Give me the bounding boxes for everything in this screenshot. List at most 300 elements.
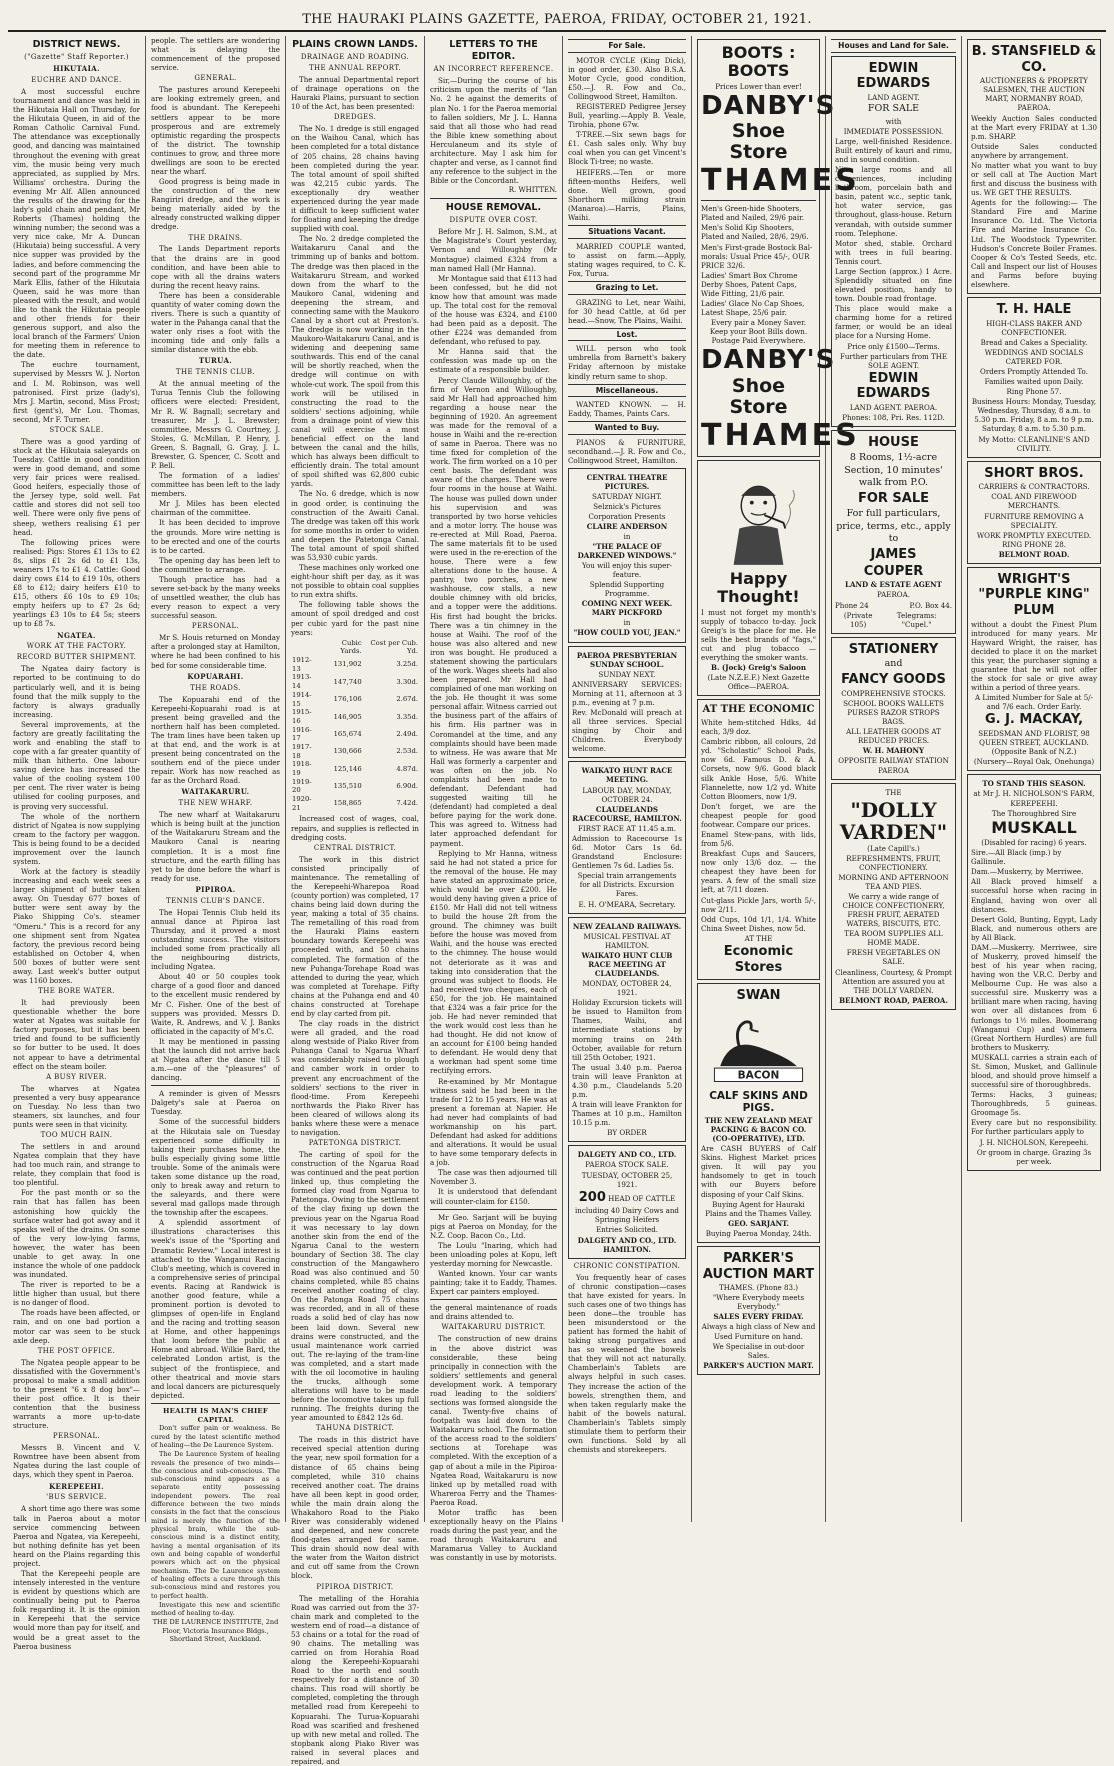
subheading: THE BORE WATER. — [38, 987, 115, 996]
ad-line: Every care but no responsibility. For further particulars apply to — [971, 1118, 1097, 1137]
article-paragraph: The roads have been affected, or rain, and on one bad portion a motor car was seen to be stuck axle deep. — [13, 1308, 140, 1345]
ad-paragraph: Investigate this new and scientific method of healing to-day. — [151, 1600, 280, 1618]
article-paragraph: Some of the successful bidders at the Hikutaia sale on Tuesday experienced some difficulty in taking their purchases home, the bulls especially giving some little trouble. Some of the animals were taken some distance up the road, only to break away and return to the saleyards, and there were several mad gallops made through the township after the escapees. — [151, 1117, 280, 1218]
ad-title: BOOTS : BOOTS — [721, 43, 796, 81]
subheading: DREDGES. — [333, 113, 377, 122]
ad-line: Motor shed, stable. Orchard with trees in full bearing. Tennis court. — [835, 238, 952, 266]
subheading: THE ANNUAL REPORT. — [308, 64, 402, 73]
column-1-district-news — [8, 36, 146, 1651]
ad-line: Rev. McDonald will preach at all three services. Special singing by Choir and Children. Everybody welcome. — [572, 708, 682, 754]
article-paragraph: The carting of spoil for the construction of the Ngarua Road was continued and the peat portion linked up, thus completing the formed clay road from Ngarua to Patetonga. Owing to the settlement of the clay fixing up down the previous year on the Ngarua Road it was necessary to lay down another skin from the end of the Ngarua Canal to the western boundary of Section 38. The clay construction of the Mangawhero Road was also continued and 50 chains completed, while 85 chains received another coating of clay. On the Patonga Road 75 chains was recorded, and in all of these roads a solid bed of clay has now been laid down. Several new drains were constructed, and the usual maintenance work carried out. The re-laying of the tram-line was completed, and a start made with the oil locomotive in hauling the trucks, although some alterations will have to be made before the locomotive takes up full running. The freights during the year amounted to £842 12s 6d. — [291, 1150, 419, 1423]
ad-line: Holiday Excursion tickets will be issued to Hamilton from Thames, Waihi, and intermediate stations by morning trains on 24th October, available for return till 25th October, 1921. — [572, 998, 682, 1062]
cattle-count: 200 — [578, 1189, 606, 1205]
ad-title: JAMES — [870, 547, 917, 563]
ad-line: LAND & ESTATE AGENT — [845, 580, 942, 590]
article-paragraph: The Lands Department reports that the drains are in good condition, and have been able to cope with all the drains waters during the recent heavy rains. — [151, 244, 280, 290]
article-paragraph: Wanted known. Your car wants painting; take it to Eaddy, Thames. Expert car painters employed. — [430, 1269, 557, 1297]
ad-line: Business Hours: Monday, Tuesday, Wednesday, Thursday, 8 a.m. to 5.30 p.m. Friday, 8 a.m. to 9 p.m. Saturday, 8 a.m. to 5.30 p.m. — [971, 397, 1097, 434]
column-5-classifieds — [563, 36, 692, 1522]
ad-line: THE NEW ZEALAND MEAT PACKING & BACON CO. (CO-OPERATIVE), LTD. — [704, 1115, 813, 1144]
swan-bacon-ad — [697, 983, 820, 1243]
ad-line: Orders Promptly Attended To. — [980, 366, 1088, 376]
article-paragraph: Replying to Mr Hanna, witness said he had not stated a price for the removal of the house. He may have stated an approximate price, which would be over £200. He would deny having given a price of £150. Mr Hall did not tell witness to build the house 2ft from the ground. The chimney was built before the house was moved from Waihi, and the house was erected to the chimney. The house would not deteriorate as it was and taking into consideration that the ground was subject to floods. He had received two cheques, each of £50, for the job. He maintained that £324 was a fair price for the job. He had never reminded that the work would cost less than he had thought. He did not know of an account for £100 being handed to defendant. He would deny that a workman had spent some time rectifying errors. — [430, 848, 557, 1076]
table-row: 1917-18 130,666 2.53d. — [292, 742, 418, 760]
article-paragraph: The clay roads in the district were all graded, and the road along westside of Piako River from Puhanga Canal to Ngarua Wharf was considerably raised to plough and camber work in order to prevent any encroachment of the soldiers' sections to the river in flood-time. From Kerepeehi northwards the Piako River has been cleared of willows along its banks where these were a menace to navigation. — [291, 1019, 419, 1137]
ad-line: IMMEDIATE POSSESSION. — [843, 126, 944, 136]
subheading: KOPUARAHI. — [187, 671, 244, 681]
article-paragraph: At the annual meeting of the Turua Tennis Club the following officers were elected: President, Mr R. W. Bagnall; secretary and treasurer, Mr J. L. Brewster; committee, Messrs G. Courtney, J. Stoles, G. McMillan, P. Henry, J. Green, S. Bagnall, G. Gray, J. L. Brewster, G. Spencer, C. Scott and P. Bell. — [151, 379, 280, 471]
ad-line: at Mr J. H. NICHOLSON'S FARM, KEREPEEHI. — [973, 789, 1095, 808]
subheading: PERSONAL. — [191, 622, 240, 631]
hale-baker-ad — [967, 297, 1101, 458]
ad-line: (Nursery—Royal Oak, Onehunga) — [973, 757, 1095, 767]
ad-title: AT THE ECONOMIC — [702, 704, 815, 716]
short-bros-ad — [967, 461, 1101, 564]
smoker-illustration — [701, 467, 816, 567]
ad-line: PAEROA — [878, 766, 909, 776]
ad-line: AUCTIONEERS & PROPERTY SALESMEN, THE AUCTION MART, NORMANBY ROAD, PAEROA. — [980, 76, 1088, 113]
table-row: 1918-19 125,146 4.87d. — [292, 760, 418, 778]
ad-line: HIGH-CLASS BAKER AND CONFECTIONER. — [986, 318, 1082, 337]
divider — [151, 1403, 280, 1404]
ad-line: Phone 24 — [835, 600, 869, 610]
ad-line: E. H. O'MEARA, Secretary. — [578, 899, 676, 909]
subheading: GENERAL. — [194, 74, 237, 83]
ad-line: Always a high class of New and Used Furniture on hand. — [701, 1322, 816, 1341]
subheading: TENNIS CLUB'S DANCE. — [166, 896, 265, 905]
ad-line: A Limited Number for Sale at 5/- and 7/6 each. Order Early. — [974, 693, 1094, 712]
ad-line: COAL AND FIREWOOD MERCHANTS. — [991, 492, 1077, 511]
byline: ("Gazette" Staff Reporter.) — [24, 53, 129, 62]
table-row: 1912-13 131,902 3.25d. — [292, 656, 418, 673]
ad-title: WAIKATO HUNT RACE MEETING. — [581, 766, 673, 785]
ad-line: Cambric ribbon, all colours, 2d yd. "Scholastic" School Pads, now 6d. Famous D. & A. Corsets, now 9/6. Good black silk Ankle Hose, 5/6. White Flannelette, now 1/2 yd. White Cotton Bloomers, now 1/9. — [701, 737, 816, 801]
ad-line: FOR SALE — [867, 102, 920, 114]
ad-line: TEA ROOM SUPPLIES ALL HOME MADE. — [844, 929, 943, 948]
ad-line: Sire.—All Black (imp.) by Gallinule. — [971, 848, 1062, 867]
subheading: WAITAKARURU. — [181, 787, 250, 797]
ad-line: The Thoroughbred Sire — [991, 808, 1077, 818]
ad-title: NEW ZEALAND RAILWAYS. — [572, 921, 682, 931]
ad-line: Every pair a Money Saver. Keep your Boot Bills down. Postage Paid Everywhere. — [709, 318, 808, 346]
subheading: WAITAKARURU DISTRICT. — [441, 1323, 546, 1332]
article-paragraph: A reminder is given of Messrs Dalgety's sale at Paeroa on Tuesday. — [151, 1089, 280, 1117]
ad-title: EDWIN EDWARDS — [856, 370, 931, 402]
ad-line: in — [623, 531, 631, 541]
railways-ad — [568, 917, 686, 1143]
ad-line: A train will leave Frankton for Thames at 10 p.m., Hamilton 10.15 p.m. — [572, 1100, 682, 1128]
subheading: CENTRAL DISTRICT. — [313, 843, 397, 852]
table-row: 1916-17 165,674 2.49d. — [292, 725, 418, 743]
article-paragraph: A most successful euchre tournament and dance was held in the Hikutaia Hall on Thursday, for the Hikutaia Queen, in aid of the Roman Catholic Carnival Fund. The attendance was exceptionally good, and dancing was maintained throughout the evening with great vim, the music being very much appreciated, as supplied by Mrs. Williams' orchestra. During the evening Mr Alf. Allen announced the results of the drawing for the lady's gold chain and pendant, Mr Roberts (Thames) holding the winning number; the second was a very nice cake, Mr A. Duncan (Hikutaia) being successful. A very nice supper was provided by the ladies, and before commencing the second part of the programme Mr Mark Ellis, father of the Hikutaia Queen, said he was more than pleased with the result, and would like to thank the Hikutaia people and other friends for their generous support, and also the local branch of the Farmers' Union for meeting them in reference to the date. — [13, 87, 140, 360]
dredging-table — [291, 639, 419, 813]
classified-ad: MOTOR CYCLE (King Dick), in good order, £30. Also B.S.A. Motor Cycle, good condition, £50.—J. R. Fow and Co., Collingwood Street, Hamilton. — [568, 55, 686, 101]
ad-line: PARKER'S AUCTION MART. — [703, 1360, 814, 1370]
divider — [701, 200, 816, 201]
ad-paragraph: THE DE LAURENCE INSTITUTE, 2nd Floor, Victoria Insurance Bldgs., Shortland Street, Auckland. — [152, 1618, 279, 1644]
purple-king-plum-ad — [967, 567, 1101, 771]
ad-line: BY ORDER — [607, 1128, 647, 1138]
ad-line: (Late N.Z.E.F.) Next Gazette Office—PAEROA. — [707, 673, 810, 692]
ad-title: Economic Stores — [723, 943, 794, 975]
ad-line: Entries Solicited. — [595, 1225, 659, 1235]
ad-line: White hem-stitched Hdks, 4d each, 3/9 doz. — [701, 718, 816, 737]
ad-title: T. H. HALE — [996, 301, 1072, 317]
article-paragraph: The new wharf at Waitakaruru which is being built at the junction of the Waitakaruru Stream and the Maukoro Canal is nearing completion. It is a most fine structure, and the earth filling has yet to be done before the wharf is ready for use. — [151, 810, 280, 883]
ad-title: DALGETY AND CO., LTD. — [577, 1150, 677, 1160]
article-paragraph: The following table shows the amount of spoil dredged and cost per cubic yard for the past nine years: — [291, 600, 419, 637]
ad-line: COMING NEXT WEEK. MARY PICKFORD — [581, 599, 673, 618]
ad-line: in — [623, 618, 631, 628]
section-heading: PLAINS CROWN LANDS. — [292, 39, 418, 50]
ad-line: WORK PROMPTLY EXECUTED. RING PHONE 28. — [976, 530, 1092, 549]
article-paragraph: Before Mr J. H. Salmon, S.M., at the Magistrate's Court yesterday, Vernon and Willoughby (Mr Montague) claimed £324 from a man named Hall (Mr Hanna). — [430, 227, 557, 273]
article-paragraph: people. The settlers are wondering what is delaying the commencement of the proposed service. — [151, 36, 280, 73]
ad-line: No matter what you want to buy or sell call at The Auction Mart first and discuss the business with us. WE GET THE RESULTS. — [971, 160, 1097, 198]
classified-ad: WILL person who took umbrella from Barnett's bakery Friday afternoon by mistake kindly return same to shop. — [568, 344, 686, 381]
subheading: RECORD BUTTER SHIPMENT. — [16, 653, 137, 662]
article-paragraph: Though practice has had a severe set-back by the many weeks of unsettled weather, the club has every reason to expect a very successful season. — [151, 574, 280, 621]
ad-line: Buying Paeroa Monday, 24th. — [705, 1228, 812, 1238]
ad-heading: HEALTH IS MAN'S CHIEF CAPITAL — [162, 1406, 269, 1424]
bacon-logo-text: BACON — [737, 1069, 780, 1082]
subheading: EUCHRE AND DANCE. — [31, 76, 122, 85]
ad-title: FOR SALE — [857, 491, 930, 507]
article-paragraph: Mr Geo. Sarjant will be buying pigs at Paeroa on Monday, for the N.Z. Coop. Bacon Co., Ltd. — [430, 1212, 557, 1240]
ad-line: AT THE — [744, 933, 773, 943]
subheading: THE NEW WHARF. — [178, 799, 253, 808]
subheading: PERSONAL. — [52, 1432, 101, 1441]
greig-saloon-ad — [697, 460, 820, 696]
ad-line: SALES EVERY FRIDAY. — [713, 1312, 804, 1322]
ad-line: Odd Cups, 10d 1/1, 1/4. White China Sweet Dishes, now 5d. — [701, 914, 816, 933]
classified-heading: For Sale. — [568, 39, 686, 53]
ad-title: CENTRAL THEATRE PICTURES. — [586, 473, 668, 492]
columns — [8, 36, 1106, 1766]
classified-heading: Wanted to Buy. — [568, 421, 686, 435]
ad-line: Price only £1500—Terms. — [847, 341, 940, 351]
ad-title: Happy Thought! — [717, 568, 800, 607]
table-row: 1914-15 176,106 2.67d. — [292, 690, 418, 708]
ad-line: SCHOOL BOOKS WALLETS PURSES RAZOR STROPS BAGS. — [843, 698, 944, 726]
table-header — [291, 639, 320, 656]
article-paragraph: Increased cost of wages, coal, repairs, and supplies is reflected in dredging costs. — [291, 814, 419, 842]
article-paragraph: The pastures around Kerepeehi are looking extremely green, and food is abundant. The Kerepeehi settlers appear to be more prosperous and are extremely optimistic regarding the prospects of the district. The township continues to grow, and three more dwellings are soon to be erected near the wharf. — [151, 85, 280, 176]
article-paragraph: The case was then adjourned till November 3. — [430, 1168, 557, 1187]
ad-line: Prices Lower than ever! — [715, 81, 802, 91]
article-paragraph: You frequently hear of cases of chronic constipation—cases that have existed for years. In such cases one of two things has been done—the trouble has been misunderstood or the patient has formed the habit of taking strong purgatives and has so weakened the bowels that they will not act naturally. Chamberlain's Tablets are always helpful in such cases. They increase the action of the bowels, strengthen them, and when taken regularly make the habit of the bowels natural. Chamberlain's Tablets simply stimulate them to perform their own functions. Sold by all chemists and storekeepers. — [568, 1272, 686, 1455]
article-paragraph: A short time ago there was some talk in Paeroa about a motor service commencing between Paeroa and Ngatea, via Kerepeehi, but nothing definite has yet been heard on the Plains regarding this project. — [13, 1504, 140, 1568]
article-paragraph: The euchre tournament, supervised by Messrs W. J. Norton and I. M. Robinson, was well patronised. First prize (lady's), Mrs J. Martin, second, Miss Frost; first (gent's), Mr Lou. Thomas, second, Mr F. Turner. — [13, 360, 140, 424]
ad-line: (Disabled for racing) 6 years. — [981, 838, 1087, 848]
article-paragraph: It is understood that defendant will counter-claim for £150. — [430, 1187, 557, 1206]
article-paragraph: The construction of new drains in the above district was considerable, these being principally in connection with the soldiers' settlements and general development work. A temporary road leading to the soldiers' sections was formed alongside the canal. Twenty-five chains of footpath was laid down to the Waitakaruru school. The formation of the access road to the soldiers' sections at Torehape was completed. With the exception of a gap of about a mile in the Pipiroa-Ngatea Road, Waitakaruru is now linked up by metalled road with Whareroa Ferry and the Thames-Paeroa Road. — [430, 1334, 557, 1507]
ad-line: Men's Green-hide Shooters, Plated and Nailed, 29/6 pair. — [701, 204, 805, 223]
ad-line: SUNDAY NEXT. — [598, 669, 656, 679]
ad-line: Are CASH BUYERS of Calf Skins. Highest Market prices given. It will pay you handsomely to get in touch with our Buyers before disposing of your Calf Skins. — [701, 1144, 816, 1199]
ad-line: Ladies' Smart Box Chrome Derby Shoes, Patent Caps, Wide Fitting, 21/6 pair. — [701, 270, 798, 298]
ad-line: SEEDSMAN AND FLORIST, 98 QUEEN STREET, AUCKLAND. (Opposite Bank of N.Z.) — [978, 729, 1090, 757]
divider — [430, 1299, 557, 1300]
article-paragraph: The metalling of the Horahia Road was carried out from the 37-chain mark and completed to the western end of road—a distance of 53 chains or a total for the road of 90 chains. The metalling was carried on from Horahia Road along the Kerepeehi-Kopuarahi Road to the north end south respectively for a distance of 30 chains. This road will shortly be completed, completing the through metalled road from Kerepeehi to Kopuarahi. The Turua-Kopuarahi Road was scarified and freshened up with new metal and rolled. The stopbank along Piako River was raised in several places and repaired, and — [291, 1593, 419, 1766]
classified-ad: WANTED KNOWN. — H. Eaddy, Thames, Paints Cars. — [568, 400, 686, 419]
ad-title: HOUSE — [868, 435, 919, 451]
ad-line: Men's Solid Kip Shooters, Plated and Nailed, 28/6, 29/6. — [701, 223, 809, 242]
ad-title: SWAN — [736, 988, 781, 1004]
ad-line: This place would make a charming home for a retired farmer, or would be an ideal place for a Nursing Home. — [835, 304, 952, 341]
ad-title: G. J. MACKAY, — [984, 712, 1084, 728]
ad-line: Buying Agent for Hauraki Plains and the Thames Valley. — [705, 1199, 812, 1218]
ad-line: "HOW COULD YOU, JEAN." — [573, 628, 681, 638]
ad-line: I must not forget my month's supply of tobacco to-day. Jock Greig's is the place for me. He sells the best brands of "fags," cut and plug tobacco — everything the smoker wants. — [701, 607, 816, 662]
table-row: 1920-21 158,865 7.42d. — [292, 795, 418, 812]
article-paragraph: The whole of the northern district of Ngatea is now supplying cream to the factory per waggon. This is being found to be a decided improvement over the launch system. — [13, 811, 140, 866]
ad-paragraph: The De Laurence System of healing reveals the presence of two minds—the conscious and sub-conscious. The sub-conscious mind appears as a separate entity possessing independent powers. The real difference between the two minds consists in the fact that the conscious mind is merely the function of the physical brain, while the sub-conscious mind is a distinct entity, having a mental organisation of its own and being capable of wonderful powers which act on the physical mechanism. The De Laurence system of healing effects a cure through this sub-conscious mind and restores you to perfect health. — [151, 1450, 280, 1600]
ad-line: THAMES. (Phone 83.) — [718, 1283, 799, 1293]
dolly-varden-ad — [831, 783, 956, 1009]
table-row: 1919-20 135,510 6.90d. — [292, 777, 418, 795]
ad-line: DAM.—Muskerry. Merriwee, sire of Muskerry, proved himself the best of his year when racing, having won the V.R.C. Derby and Melbourne Cup. He was also a successful sire. Muskerry was a brilliant mare when racing, having won over all distances from 6 furlongs to 1½ miles. Boomerang (Wanganui Cup) and Wimmera (Great Northern Hurdles) are full brothers to Muskerry. — [971, 942, 1097, 1052]
article-paragraph: A splendid assortment of illustrations characterises this week's issue of the "Sporting and Dramatic Review." Local interest is attached to the Wanganui Racing Club's meeting, which is covered in a comprehensive series of principal events. Racing at Randwick is another good feature, while a prominent portion is devoted to glimpses of open-life in England and the racing and trotting season at Home, and other happenings that loom before the public at Home and abroad. Wilkie Bard, the celebrated London artist, is the subject of the frontispiece, and other theatrical and movie stars and local dancers are picturesquely depicted. — [151, 1218, 280, 1400]
ad-line: My Motto: CLEANLINE'S AND CIVILITY. — [978, 434, 1090, 453]
ad-line: Families waited upon Daily. — [984, 377, 1084, 387]
article-paragraph: The work in this district consisted principally of maintenance. The remetalling of the Kerepeehi-Wharepoa Road (county portion) was completed, 17 chains being laid down during the year, making a total of 35 chains. The remetalling of this road from the Hauraki Plains eastern boundary towards Kerepeehi was proceeded with, and 50 chains completed. The formation of the new Puhanga-Torehape Road was attended to during the year, which was completed at Torehape. Fifty chains at the Puhanga end and 40 chains constructed at Torehape end by clay carted from pit. — [291, 854, 419, 1018]
subheading: DISPUTE OVER COST. — [449, 216, 538, 225]
table-header: Cost per Cub. Yd. — [370, 638, 418, 656]
ad-line: For full particulars, price, terms, etc., apply to — [836, 507, 951, 545]
ad-line: J. H. NICHOLSON, Kerepeehi. — [979, 1137, 1089, 1147]
subheading: DRAINAGE AND ROADING. — [300, 53, 410, 62]
ad-line: B. (Jock) Greig's Saloon — [710, 663, 807, 673]
ad-line: and — [884, 658, 903, 670]
ad-title: SHORT BROS. — [984, 465, 1084, 481]
ad-paragraph: Don't suffer pain or weakness. Be cured by the latest scientific method of healing—the De Laurence System. — [151, 1424, 280, 1449]
ad-line: with — [885, 116, 902, 126]
ad-line: COMPREHENSIVE STOCKS. — [841, 688, 946, 698]
ad-line: Ladies' Glace No Cap Shoes, Latest Shape, 25/6 pair. — [701, 299, 805, 318]
article-paragraph: Good progress is being made in the construction of the new Rangiriri dredge, and the work is being materially aided by the already constructed walking dipper dredge. — [151, 177, 280, 232]
subheading: NGATEA. — [57, 630, 96, 640]
article-paragraph: It had previously been questionable whether the bore water at Ngatea was suitable for factory purposes, but it has been tried and found to be sufficiently so for butter to be used. It does not appear to have a detrimental effect on the steam boiler. — [13, 998, 140, 1071]
edwin-edwards-ad — [831, 56, 956, 428]
subheading: PIPIROA DISTRICT. — [316, 1582, 394, 1591]
ad-line: Terms: Hacks, 3 guineas; Thoroughbreds, 5 guineas. Groomage 5s. — [971, 1090, 1097, 1118]
article-paragraph: Mr S. Houis returned on Monday after a prolonged stay at Hamilton, where he had been confined to his bed for some considerable time. — [151, 633, 280, 670]
classified-ad: GRAZING to Let, near Waihi, for 30 head Cattle, at 6d per head.—Snow, The Plains, Waihi. — [568, 297, 686, 325]
classified-heading: Lost. — [568, 328, 686, 342]
divider — [430, 198, 557, 199]
classified-ad: REGISTERED Pedigree Jersey Bull, yearling.—Apply B. Veale, Tirohia, phone 67w. — [568, 101, 686, 130]
ad-line: "Where Everybody meets Everybody." — [712, 1293, 805, 1312]
article-paragraph: These machines only worked one eight-hour shift per day, as it was not possible to obtain coal supplies to run extra shifts. — [291, 563, 419, 600]
ad-line: "THE PALACE OF DARKENED WINDOWS." — [577, 541, 677, 560]
classified-heading: Houses and Land for Sale. — [831, 39, 956, 53]
ad-line: FIRST RACE AT 11.45 a.m. — [578, 823, 676, 833]
ad-line: LABOUR DAY, MONDAY, OCTOBER 24. — [582, 785, 672, 804]
ad-line: Enamel Stew-pans, with lids, from 5/6. — [701, 830, 816, 849]
article-paragraph: The formation of a ladies' committee has been left to the lady members. — [151, 471, 280, 499]
column-7-ads — [826, 36, 962, 1522]
article-paragraph: The roads in this district have received special attention during the year, new spoil formation for a distance of 65 chains being completed, while 310 chains received another coat. The drains have all been kept in good order, while the main drain along the Whakahoro Road to the Piako River was considerably widened and deepened, and new concrete flood-gates arranged for same. This drain should now deal with the water from the Waiton district and cut off same from the Crown block. — [291, 1435, 419, 1581]
ad-line: Don't forget, we are the cheapest people for good footwear. Compare our prices. — [701, 801, 816, 829]
classified-ad: T-TREE.—Six sewn bags for £1. Cash sales only. Why buy coal when you can get Vincent's Block Ti-tree; no waste. — [568, 130, 686, 167]
table-row: 1913-14 147,740 3.30d. — [292, 673, 418, 691]
ad-line: You will enjoy this super-feature. — [581, 560, 673, 579]
ad-line: The usual 3.40 p.m. Paeroa train will leave Frankton at 4.30 p.m., Claudelands 5.20 p.m. — [572, 1062, 682, 1099]
ad-line: Dam.—Muskerry, by Merriwee. — [971, 867, 1084, 877]
ad-title: STATIONERY — [848, 641, 939, 657]
ad-line: Further particulars from THE SOLE AGENT. — [839, 351, 948, 370]
subheading: TURUA. — [198, 356, 233, 366]
ad-line: ALL LEATHER GOODS AT REDUCED PRICES. — [846, 727, 941, 746]
ad-line: We carry a wide range of CHOICE CONFECTIONERY, FRESH FRUIT, AERATED WATERS, BISCUITS, ETC. — [842, 891, 945, 929]
article-paragraph: The No. 1 dredge is still engaged on the Waihou Canal, which has been completed for a total distance of 205 chains, 28 chains having been completed during the year. The total amount of spoil shifted was 42,215 cubic yards. The exceptionally dry weather experienced during the year made it difficult to keep sufficient water for floating and keeping the dredge supplied with coal. — [291, 124, 420, 234]
article-paragraph: The opening day has been left to the committee to arrange. — [151, 555, 280, 574]
ad-line: Cleanliness, Courtesy, & Prompt Attention are assured you at THE DOLLY VARDEN. — [835, 967, 952, 995]
ad-line: ANNIVERSARY SERVICES: Morning at 11, afternoon at 3 p.m., evening at 7 p.m. — [572, 679, 682, 707]
column-3-crown-lands — [286, 36, 425, 1766]
classified-heading: Miscellaneous. — [568, 384, 686, 398]
ad-line: Telegrams: "Cupel." — [896, 610, 937, 629]
article-paragraph: The Kopuarahi end of the Kerepeehi-Kopuarahi road is at present being gravelled and the northern half has been completed. The tram lines have been taken up at that end, and the work is at present being concentrated on the southern end of the piece under repair. Work has now reached as far as the Orchard Road. — [151, 694, 280, 786]
ad-title: DANBY'S — [701, 90, 836, 121]
subheading: TOO MUCH RAIN. — [40, 1131, 113, 1140]
article-paragraph: Re-examined by Mr Montague witness said he had been in the trade for 12 to 15 years. He was at present a foreman at Napier. He had never had complaints of bad workmanship on his part. Defendant had asked for additions and alterations. It would be usual to have some temporary defects in a job. — [430, 1076, 557, 1168]
ad-line: (Late Capill's.) — [867, 843, 920, 853]
article-paragraph: That the Kerepeehi people are intensely interested in the venture is evident by questions which are continually being put to Paeroa folk regarding it. It is the opinion in Kerepeehi that the service would more than pay for itself, and would be a great asset to the Paeroa business — [13, 1568, 140, 1651]
ad-line: REFRESHMENTS, FRUIT, CONFECTIONERY. — [846, 853, 941, 872]
ad-line: WEDDINGS AND SOCIALS CATERED FOR. — [984, 347, 1084, 366]
ad-line: including 40 Dairy Cows and Springing Heifers — [575, 1206, 679, 1225]
ad-line: Admission to Racecourse 1s 6d. Motor Cars 1s 6d. Grandstand Enclosure: Gentlemen 7s 6d. Ladies 5s. — [572, 833, 682, 871]
ad-line: MONDAY, OCTOBER 24, 1921. — [582, 979, 672, 998]
ad-title: COUPER — [863, 563, 924, 579]
ad-line: FURNITURE REMOVING A SPECIALITY. — [984, 511, 1084, 530]
ad-line: PAEROA. — [877, 590, 910, 600]
article-paragraph: Mr Hanna said that the confession was made up on the estimate of a responsible builder. — [430, 347, 557, 375]
ad-line: Weekly Auction Sales conducted at the Mart every FRIDAY at 1.30 p.m. SHARP. — [971, 113, 1097, 141]
swan-bacon-logo — [701, 1006, 816, 1088]
divider — [151, 1085, 280, 1086]
section-heading: HOUSE REMOVAL. — [445, 202, 542, 214]
article-paragraph: Messrs B. Vincent and V. Rowntree have been absent from Ngatea during the last couple of days, which they spent in Paeroa. — [13, 1443, 140, 1480]
ad-line: MUSKALL carries a strain each of St. Simon, Musket, and Gallinule blood, and should prove himself a successful sire of thoroughbreds. — [971, 1052, 1097, 1090]
masthead: THE HAURAKI PLAINS GAZETTE, PAEROA, FRIDAY, OCTOBER 21, 1921. — [8, 8, 1106, 32]
section-heading: LETTERS TO THE EDITOR. — [449, 39, 538, 63]
danbys-ad — [697, 39, 860, 457]
ad-title: Shoe Store — [729, 375, 788, 418]
ad-line: TUESDAY, OCTOBER 25, 1921. — [581, 1170, 673, 1189]
ad-line: Phones: 108, Pri. Res. 112D. — [842, 413, 945, 423]
subheading: STOCK SALE. — [49, 425, 104, 434]
ad-line: MORNING AND AFTERNOON TEA AND PIES. — [838, 872, 949, 891]
article-paragraph: The wharves at Ngatea presented a very busy appearance on Tuesday. No less than two steamers, six launches, and four punts were seen in that vicinity. — [13, 1083, 140, 1129]
article-paragraph: Several improvements, at the factory are greatly facilitating the work and enabling the staff to cope with a far greater quantity of milk than hitherto. One labour-saving device has increased the value of the cooling system 100 per cent. The river water is being utilised for cooling purposes, and is proving very successful. — [13, 719, 140, 811]
muskall-stud-ad — [967, 774, 1101, 1170]
ad-line: SATURDAY NIGHT. — [592, 492, 662, 502]
church-ad — [568, 646, 686, 759]
ad-title: PAEROA PRESBYTERIAN SUNDAY SCHOOL. — [576, 650, 678, 669]
subheading: TAHUNA DISTRICT. — [315, 1424, 395, 1433]
letter-signature: R. WHITTEN. — [508, 186, 557, 195]
classified-ad: PIANOS & FURNITURE, secondhand.—J. R. Fow and Co., Collingwood Street, Hamilton. — [568, 437, 686, 466]
divider — [430, 1209, 557, 1210]
ad-title: THAMES — [701, 417, 860, 453]
ad-line: CARRIERS & CONTRACTORS. — [978, 482, 1090, 492]
article-paragraph: Percy Claude Willoughby, of the firm of Vernon and Willoughby, said Mr Hall had approached him regarding a house near the beginning of 1920. An agreement was made for the removal of a house in Waihi and the re-erection of same in Paeroa. There was no time fixed for completion of the work. The firm worked on a 10 per cent basis. The defendant was aware of the charges. There were four rooms in the house at Waihi. The house was pulled down under his supervision and was transported by two horse vehicles and a motor lorry. The house was re-erected at Mill Road, Paeroa. The same materials fit to be used were used in the re-erection of the house. There were a few alterations done to the house. A pantry, two porches, a new washhouse, cow stalls, a new double chimney with old bricks, and a topper were the additions. His first had bought the bricks. There was a tin chimney in the house at Waihi. The roof of the house was also altered and new iron was bought. He produced a statement showing the particulars of the work. Wages sheets had also been prepared. Mr Hall had complained of one man working on the job. He thought it was some personal affair. Witness carried out the business part of the affairs of his firm. His partner was in Coromandel at the time, and any complaints should have been made to witness. He was aware that Mr Hall was formerly a carpenter and was often on the job. No complaints had been made to defendant. Defendant had suggested waiting till he (defendant) had completed a deal before paying for the work done. This was agreed to. Witness had later approached defendant for payment. — [430, 375, 557, 848]
ad-line: Ring Phone 57. — [1006, 387, 1062, 397]
ad-line: Large, well-finished Residence. Built entirely of kauri and rimu, and in sound condition. — [835, 136, 952, 164]
subheading: PIPIROA. — [195, 884, 236, 894]
ad-line: Large Section (approx.) 1 Acre. Splendidly situated on fine elevated position, handy to town. Double road frontage. — [835, 266, 952, 304]
classified-heading: Situations Vacant. — [568, 225, 686, 239]
ad-line: without a doubt the Finest Plum introduced for many years. Mr Hayward Wright, the raiser, has decided to place it on the market this year, the purchaser signing a guarantee that he will not offer the stock for sale or give away within a period of three years. — [971, 619, 1097, 693]
ad-line: Cut-glass Pickle Jars, worth 5/-, now 2/11. — [701, 895, 816, 914]
article-paragraph: Work at the factory is steadily increasing and each week sees a larger shipment of butter taken away. On Tuesday 677 boxes of butter were sent away by the Piako Shipping Co's. steamer "Omeru." This is a record for any one shipment sent from Ngatea factory, the previous record being established on October 4, when 500 boxes of butter were sent away. Last week's butter output was 1160 boxes. — [13, 867, 140, 986]
subheading: THE DRAINS. — [188, 233, 243, 242]
ad-title: MUSKALL — [991, 817, 1077, 837]
subheading: PATETONGA DISTRICT. — [308, 1139, 402, 1148]
stock-sale-ad — [568, 1145, 686, 1258]
article-paragraph: There has been a considerable quantity of water coming down the rivers. There is such a quantity of water in the Pahanga canal that the water only rises a foot with the incoming tide and only falls a similar distance with the ebb. — [151, 290, 280, 355]
article-paragraph: Mr J. Miles has been elected chairman of the committee. — [151, 499, 280, 518]
article-paragraph: Motor traffic has been exceptionally heavy on the Plains roads during the past year, and the road through Waitakaruru and Maramarua Valley to Auckland was constantly in use by motorists. — [430, 1507, 557, 1563]
article-paragraph: The No. 6 dredge, which is now in good order, is continuing the construction of the Awaiti Canal. The dredge was taken off this work for some months in order to widen and deepen the Patetonga Canal. The total amount of spoil shifted was 53,930 cubic yards. — [291, 489, 419, 562]
ad-line: CLAUDELANDS RACECOURSE, HAMILTON. — [572, 804, 682, 823]
article-paragraph: The Loulu "Inaring, which had been unloading poles at Kopu, left yesterday morning for Newcastle. — [430, 1240, 557, 1269]
ad-line: FRESH VEGETABLES ON SALE. — [846, 948, 941, 967]
article-paragraph: It may be mentioned in passing that the launch did not arrive back at Ngatea after the dance till 5 a.m.—one of the "pleasures" of dancing. — [151, 1036, 280, 1083]
ad-line: DALGETY AND CO., LTD. HAMILTON. — [577, 1235, 677, 1254]
ad-title: "DOLLY VARDEN" — [839, 797, 948, 844]
ad-line: We Specialise in out-door Sales. — [712, 1341, 805, 1360]
ad-line: WAIKATO HUNT CLUB RACE MEETING AT CLAUDELANDS. — [581, 950, 673, 978]
article-paragraph: About 40 or 50 couples took charge of a good floor and danced to the excellent music rendered by Mr C. Fisher. One of the best of suppers was provided. Messrs D. Waite, R. Andrews, and V. J. Banks officiated in the capacity of M's.C. — [151, 972, 280, 1036]
ad-line: All Black proved himself a successful horse when racing in England, having won over all distances. — [971, 877, 1097, 914]
section-heading: DISTRICT NEWS. — [32, 39, 121, 50]
ad-title: Shoe Store — [729, 120, 788, 164]
subheading: A BUSY RIVER. — [46, 1072, 107, 1081]
ad-line: TO STAND THIS SEASON. — [982, 779, 1086, 789]
ad-line: HEAD OF CATTLE — [608, 1193, 676, 1203]
ad-title: B. STANSFIELD & CO. — [971, 44, 1097, 75]
ad-line: P.O. Box 44. — [909, 600, 952, 610]
ad-line: Desert Gold, Bunting, Egypt, Lady Black, and numerous others are by All Black. — [971, 914, 1097, 942]
ad-title: CALF SKINS AND PIGS. — [709, 1089, 808, 1115]
mahony-stationery-ad — [831, 637, 956, 781]
ad-line: Or groom in charge. Grazing 3s per week. — [976, 1147, 1092, 1166]
ad-title: PARKER'S AUCTION MART — [702, 1250, 815, 1282]
ad-line: GEO. SARJANT. — [728, 1218, 789, 1228]
ad-line: BELMONT ROAD, PAEROA. — [839, 995, 948, 1005]
ad-line: LAND AGENT. PAEROA. — [849, 402, 938, 412]
article-paragraph: It has been decided to improve the grounds. More wire netting is to be erected and one of the courts is to be carted. — [151, 518, 280, 555]
article-paragraph: Mr Montague said that £113 had been confessed, but he did not know how that amount was made up. The total cost for the removal of the house was £324, and £100 had been paid as a deposit. The other £224 was demanded from defendant, who refused to pay. — [430, 273, 557, 347]
article-paragraph: For the past month or so the rain that has fallen has been astonishing how quickly the surface water had got away and it speaks well of the drains. On some of the very low-lying farms, however, the water has been unable to get away. In one instance the whole of one paddock was inundated. — [13, 1188, 140, 1280]
ad-line: PAEROA STOCK SALE. — [585, 1160, 669, 1170]
james-couper-ad — [831, 430, 956, 634]
ad-title: FANCY GOODS — [841, 672, 946, 688]
article-paragraph: The river is reported to be a little higher than usual, but there is no danger of flood. — [13, 1280, 140, 1308]
subheading: CHRONIC CONSTIPATION. — [573, 1261, 681, 1270]
article-paragraph: the general maintenance of roads and drains attended to. — [430, 1303, 557, 1322]
ad-line: Splendid Supporting Programme. — [589, 580, 665, 599]
ad-line: OPPOSITE RAILWAY STATION — [838, 756, 949, 766]
article-paragraph: There was a good yarding of stock at the Hikutaia saleyards on Tuesday. Cattle in good condition were in good demand, and some very fair prices were realised. Good heifers, especially those of the Jersey type, sold well. Fat cattle and stores did not sell too well. There were only five pens of sheep, wethers realising £1 per head. — [13, 436, 140, 537]
subheading: KEREPEEHI. — [49, 1481, 104, 1491]
ad-line: Nine large rooms and all conveniences, including bathroom, porcelain bath and basin, patent w.c., septic tank, hot water service, gas throughout, glass-house. Return verandah, with outside summer room. Telephone. — [835, 165, 952, 238]
table-header: Cubic Yards. — [340, 638, 362, 656]
